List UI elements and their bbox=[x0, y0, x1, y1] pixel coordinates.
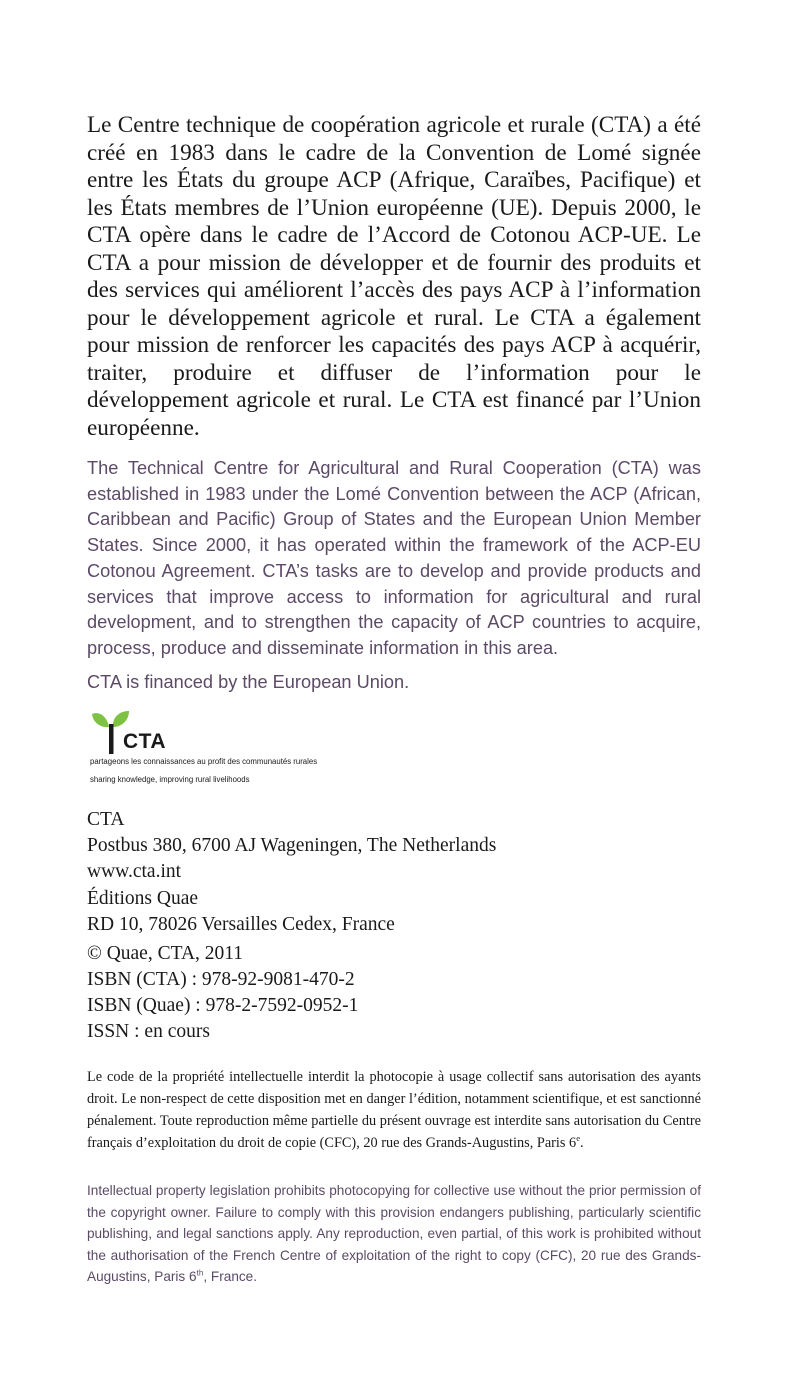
legal-notice-en bbox=[87, 1180, 701, 1288]
legal-notice-fr bbox=[87, 1066, 701, 1154]
intro-english: The Technical Centre for Agricultural and Rural Cooperation (CTA) was established in 1983 under the Lomé Convention between the ACP (African, Caribbean and Pacific) Group of States and the European Union Member States. Since 2000, it has operated within the framework of the ACP-EU Cotonou Agreement. CTA’s tasks are to develop and provide products and services that improve access to information for agricultural and rural development, and to strengthen the capacity of ACP countries to acquire, process, produce and disseminate information in this area. bbox=[87, 458, 701, 658]
legal-en-end: , France. bbox=[203, 1269, 258, 1284]
cta-address bbox=[87, 807, 701, 885]
colophon-page bbox=[87, 112, 701, 1284]
logo-wordmark: CTA bbox=[123, 730, 167, 753]
legal-en-text: Intellectual property legislation prohibits photocopying for collective use without the prior permission of the copyright owner. Failure to comply with this provision endangers publishing, particularly scientific publishing, and legal sanctions apply. Any reproduction, even partial, of this work is prohibited without the authorisation of the French Centre of exploitation of the right to copy (CFC), 20 rue des Grands-Augustins, Paris 6 bbox=[87, 1183, 701, 1284]
legal-fr-sup: e bbox=[576, 1133, 580, 1144]
isbn-quae: ISBN (Quae) : 978-2-7592-0952-1 bbox=[87, 995, 359, 1016]
cta-logo bbox=[87, 710, 387, 790]
legal-fr-text: Le code de la propriété intellectuelle interdit la photocopie à usage collectif sans autorisation des ayants droit. Le non-respect de cette disposition met en danger l’édition, notamment scientifique, et est sanctionné pénalement. Toute reproduction même partielle du présent ouvrage est interdite sans autorisation du Centre français d’exploitation du droit de copie (CFC), 20 rue des Grands-Augustins, Paris 6 bbox=[87, 1069, 701, 1151]
cta-name: CTA bbox=[87, 809, 125, 830]
cta-website: www.cta.int bbox=[87, 861, 182, 882]
logo-tagline-en: sharing knowledge, improving rural livelihoods bbox=[90, 775, 250, 784]
intro-french: Le Centre technique de coopération agricole et rurale (CTA) a été créé en 1983 dans le cadre de la Convention de Lomé signée entre les États du groupe ACP (Afrique, Caraïbes, Pacifique) et les États membres de l’Union européenne (UE). Depuis 2000, le CTA opère dans le cadre de l’Accord de Cotonou ACP-UE. Le CTA a pour mission de développer et de fournir des produits et des services qui améliorent l’accès des pays ACP à l’information pour le développement agricole et rural. Le CTA a également pour mission de renforcer les capacités des pays ACP à acquérir, traiter, produire et diffuser de l’information pour le développement agricole et rural. Le CTA est financé par l’Union européenne. bbox=[87, 112, 701, 441]
legal-en-sup: th bbox=[196, 1268, 204, 1278]
legal-fr-end: . bbox=[580, 1135, 584, 1151]
quae-name: Éditions Quae bbox=[87, 888, 199, 909]
quae-address bbox=[87, 886, 701, 938]
logo-tagline-fr: partageons les connaissances au profit des communautés rurales bbox=[90, 757, 318, 766]
publication-info bbox=[87, 941, 701, 1045]
quae-street: RD 10, 78026 Versailles Cedex, France bbox=[87, 914, 395, 935]
copyright-line: © Quae, CTA, 2011 bbox=[87, 943, 244, 964]
financed-statement: CTA is financed by the European Union. bbox=[87, 671, 410, 692]
cta-street: Postbus 380, 6700 AJ Wageningen, The Netherlands bbox=[87, 835, 497, 856]
isbn-cta: ISBN (CTA) : 978-92-9081-470-2 bbox=[87, 969, 355, 990]
issn-line: ISSN : en cours bbox=[87, 1021, 210, 1042]
